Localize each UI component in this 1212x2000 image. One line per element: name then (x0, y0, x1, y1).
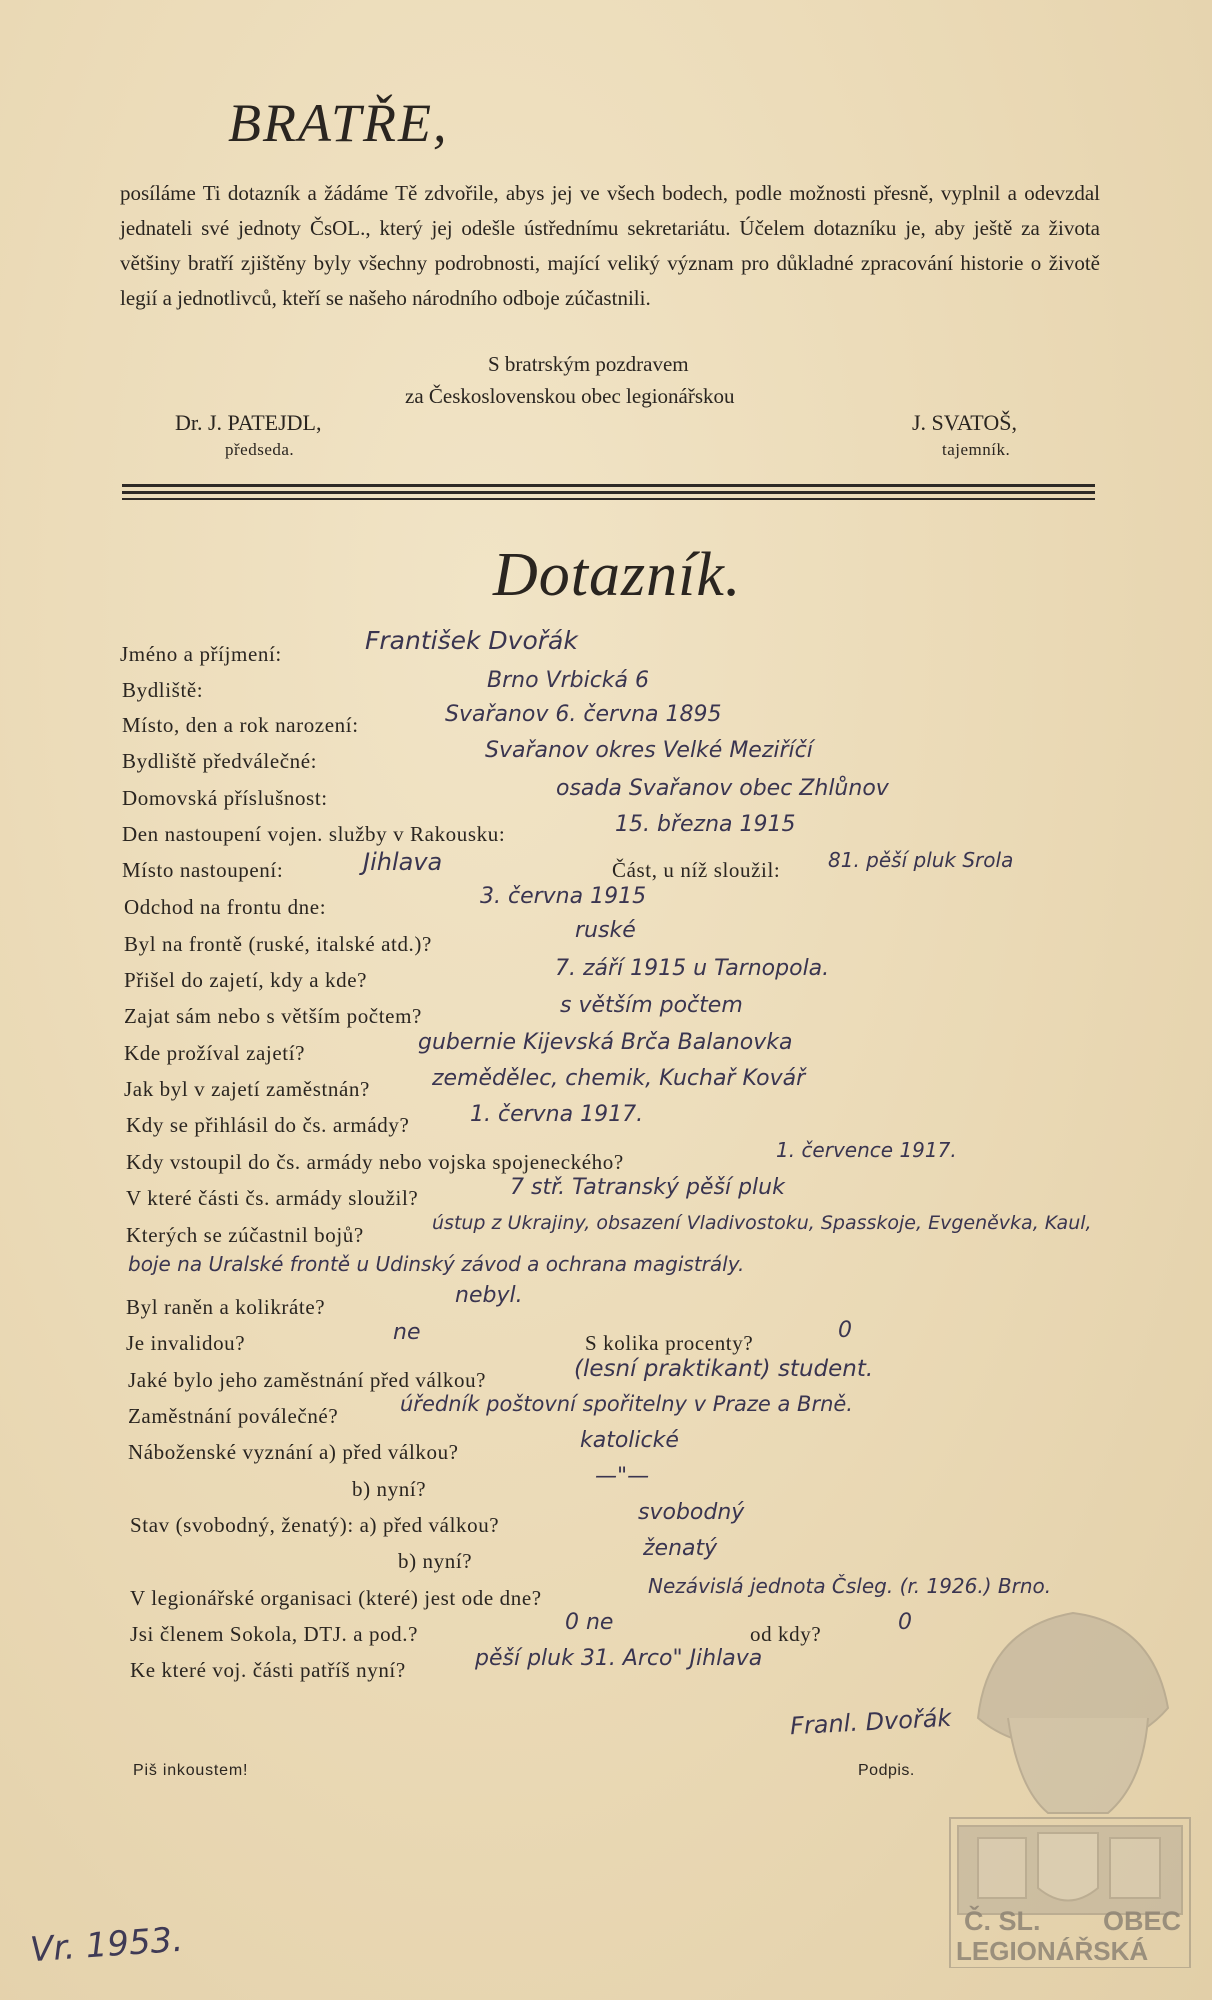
label-army-unit: V které části čs. armády sloužil? (126, 1186, 419, 1210)
label-wounded: Byl raněn a kolikráte? (126, 1295, 326, 1319)
answer-current-unit: pěší pluk 31. Arco" Jihlava (475, 1646, 763, 1671)
answer-since: 0 (898, 1610, 912, 1635)
answer-percent: 0 (838, 1318, 852, 1343)
answer-prewar-residence: Svařanov okres Velké Meziříčí (485, 738, 813, 763)
label-captivity-work: Jak byl v zajetí zaměstnán? (124, 1077, 370, 1101)
label-battles: Kterých se zúčastnil bojů? (126, 1223, 364, 1247)
answer-postwar-job: úředník poštovní spořitelny v Praze a Brně. (400, 1392, 853, 1416)
answer-enlist: 1. června 1917. (470, 1102, 644, 1127)
label-service-start: Den nastoupení vojen. služby v Rakousku: (122, 822, 506, 846)
answer-religion-b: —"— (595, 1464, 650, 1489)
salutation-heading: BRATŘE, (228, 93, 449, 153)
label-front-departure: Odchod na frontu dne: (124, 895, 327, 919)
label-prewar-residence: Bydliště předválečné: (122, 749, 318, 773)
stamp-text-csl: Č. SL. (964, 1906, 1041, 1936)
label-status-a: Stav (svobodný, ženatý): a) před válkou? (130, 1513, 500, 1537)
legion-stamp-logo (938, 1568, 1200, 1968)
label-postwar-job: Zaměstnání poválečné? (128, 1404, 339, 1428)
answer-wounded: nebyl. (455, 1283, 523, 1308)
label-invalid: Je invalidou? (126, 1331, 246, 1355)
label-enlist: Kdy se přihlásil do čs. armády? (126, 1113, 410, 1137)
answer-name: František Dvořák (365, 626, 578, 655)
greeting-line-1: S bratrským pozdravem (488, 352, 689, 376)
ink-note: Piš inkoustem! (133, 1762, 249, 1779)
signature-label: Podpis. (858, 1762, 915, 1779)
answer-sokol: 0 ne (565, 1610, 614, 1635)
answer-service-start: 15. března 1915 (615, 812, 796, 837)
divider-rule-bottom (122, 498, 1095, 500)
label-front: Byl na frontě (ruské, italské atd.)? (124, 932, 432, 956)
answer-legion-org: Nezávislá jednota Čsleg. (r. 1926.) Brno. (648, 1574, 1052, 1598)
form-title: Dotazník. (493, 541, 742, 609)
answer-front: ruské (575, 918, 636, 943)
label-name: Jméno a příjmení: (120, 642, 282, 666)
label-religion-b: b) nyní? (352, 1477, 427, 1501)
chair-name: Dr. J. PATEJDL, (175, 410, 322, 435)
answer-prewar-job: (lesní praktikant) student. (574, 1356, 874, 1382)
answer-residence: Brno Vrbická 6 (487, 668, 650, 693)
secretary-name: J. SVATOŠ, (912, 410, 1017, 435)
label-legion-org: V legionářské organisaci (které) jest ode dne? (130, 1586, 542, 1610)
answer-front-departure: 3. června 1915 (480, 884, 647, 909)
divider-rule-mid (122, 491, 1095, 494)
greeting-line-2: za Československou obec legionářskou (405, 384, 735, 408)
label-religion-a: Náboženské vyznání a) před válkou? (128, 1440, 459, 1464)
label-join-army: Kdy vstoupil do čs. armády nebo vojska spojeneckého? (126, 1150, 624, 1174)
label-status-b: b) nyní? (398, 1549, 473, 1573)
divider-rule-top (122, 484, 1095, 487)
label-captivity-place: Kde prožíval zajetí? (124, 1041, 306, 1065)
label-sokol: Jsi členem Sokola, DTJ. a pod.? (130, 1622, 419, 1646)
label-prewar-job: Jaké bylo jeho zaměstnání před válkou? (128, 1368, 487, 1392)
answer-captivity-work: zemědělec, chemik, Kuchař Kovář (432, 1066, 806, 1091)
answer-service-place: Jihlava (363, 848, 443, 876)
answer-captivity-place: gubernie Kijevská Brča Balanovka (418, 1030, 793, 1055)
label-domicile: Domovská příslušnost: (122, 786, 328, 810)
signature: Franl. Dvořák (789, 1703, 952, 1741)
stamp-text-obec: OBEC (1103, 1906, 1182, 1936)
label-percent: S kolika procenty? (585, 1331, 754, 1355)
answer-join-army: 1. července 1917. (776, 1138, 957, 1162)
chair-role: předseda. (225, 440, 295, 459)
label-captured: Přišel do zajetí, kdy a kde? (124, 968, 368, 992)
label-residence: Bydliště: (122, 678, 204, 702)
label-service-place: Místo nastoupení: (122, 858, 284, 882)
answer-unit: 81. pěší pluk Srola (828, 848, 1014, 872)
label-since: od kdy? (750, 1622, 822, 1646)
intro-paragraph: posíláme Ti dotazník a žádáme Tě zdvořile, abys jej ve všech bodech, podle možnosti přesně, vyplnil a odevzdal jednateli své jednoty ČsOL., který jej odešle ústřednímu sekretariátu. Účelem dotazníku je, aby ještě za života většiny bratří zjištěny byly všechny podrobnosti, mající veliký význam pro důkladné zpracování historie o životě legií a jednotlivců, kteří se našeho národního odboje zúčastnili. (120, 181, 1100, 310)
answer-status-a: svobodný (638, 1500, 745, 1525)
answer-army-unit: 7 stř. Tatranský pěší pluk (510, 1175, 785, 1200)
label-current-unit: Ke které voj. části patříš nyní? (130, 1658, 406, 1682)
stamp-text-legionarska: LEGIONÁŘSKÁ (956, 1936, 1149, 1966)
answer-religion-a: katolické (580, 1428, 679, 1453)
answer-status-b: ženatý (643, 1536, 718, 1561)
answer-birth: Svařanov 6. června 1895 (445, 702, 722, 727)
label-captured-how: Zajat sám nebo s větším počtem? (124, 1004, 422, 1028)
answer-battles-line-1: ústup z Ukrajiny, obsazení Vladivostoku, Spasskoje, Evgeněvka, Kaul, (432, 1212, 1092, 1234)
secretary-role: tajemník. (942, 440, 1011, 459)
label-unit: Část, u níž sloužil: (612, 858, 781, 882)
archive-number: Vr. 1953. (28, 1919, 185, 1971)
answer-captured: 7. září 1915 u Tarnopola. (555, 956, 830, 981)
label-birth: Místo, den a rok narození: (122, 713, 359, 737)
answer-battles-line-2: boje na Uralské frontě u Udinský závod a ochrana magistrály. (128, 1252, 745, 1276)
answer-invalid: ne (393, 1320, 421, 1345)
answer-captured-how: s větším počtem (560, 993, 743, 1018)
answer-domicile: osada Svařanov obec Zhlůnov (556, 776, 889, 801)
